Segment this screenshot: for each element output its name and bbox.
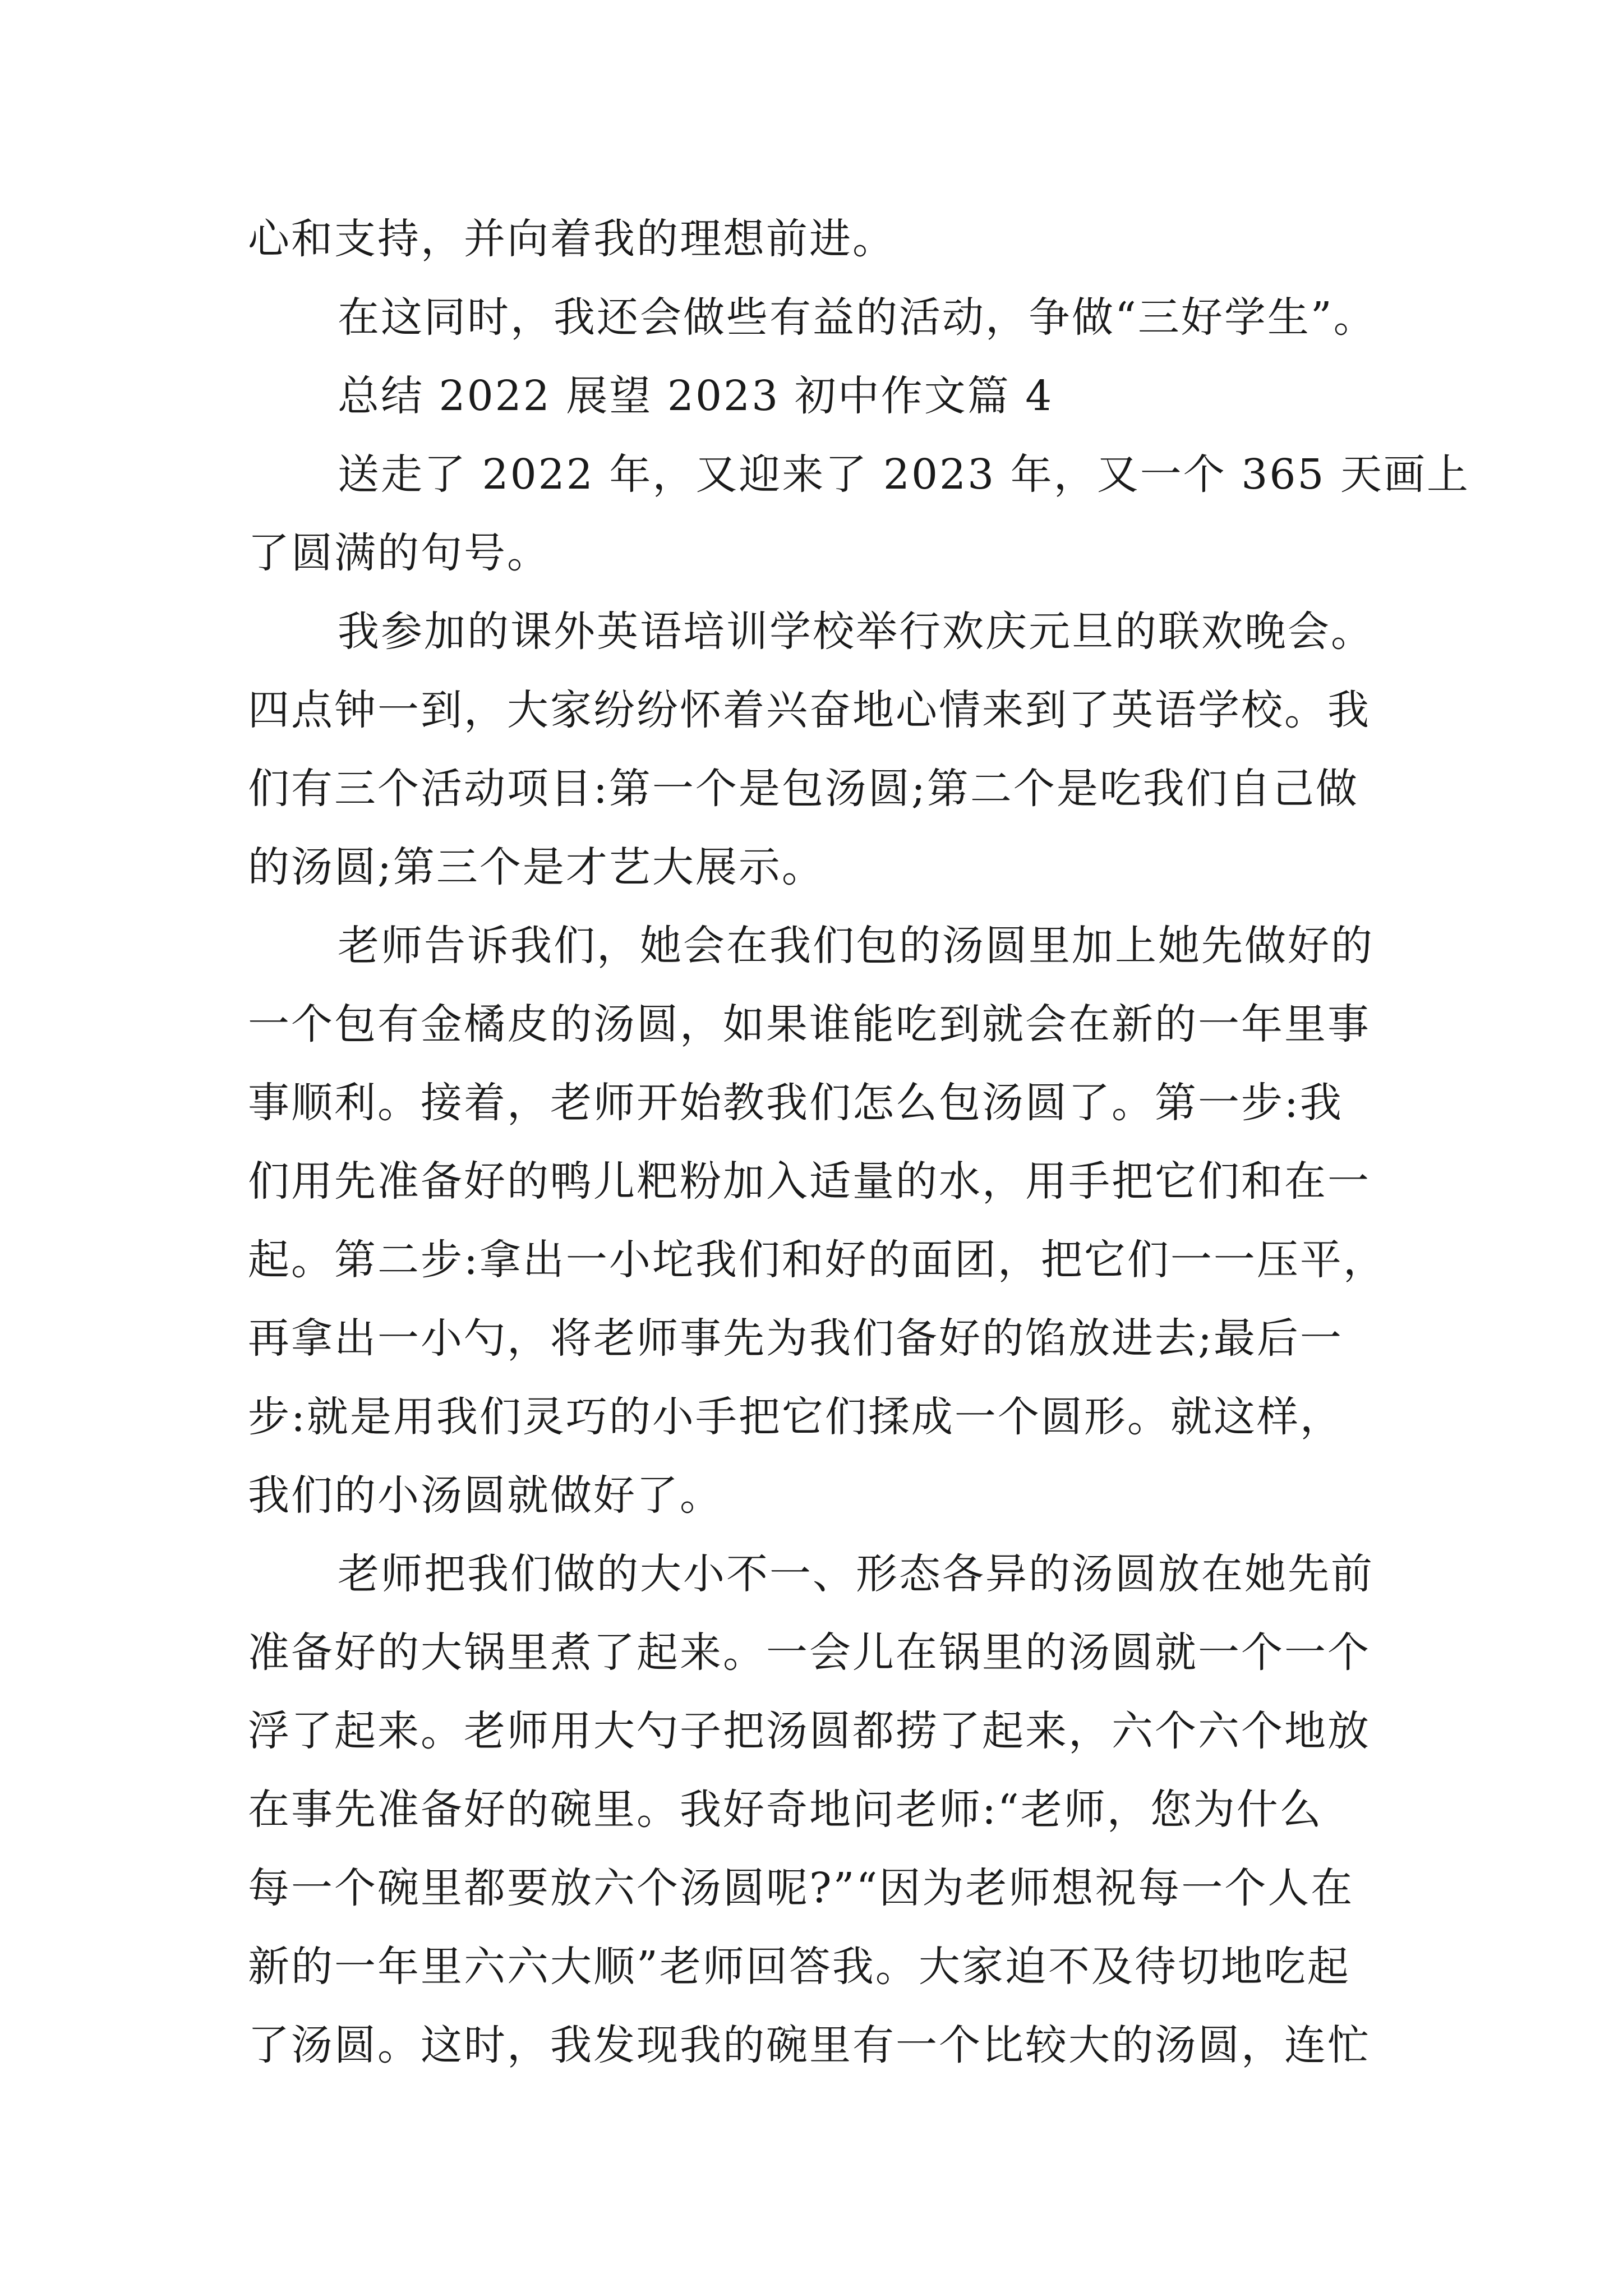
text-line: 送走了 2022 年，又迎来了 2023 年，又一个 365 天画上	[338, 450, 1470, 499]
text-line: 每一个碗里都要放六个汤圆呢?”“因为老师想祝每一个人在	[248, 1864, 1354, 1912]
text-line: 事顺利。接着，老师开始教我们怎么包汤圆了。第一步:我	[248, 1079, 1343, 1127]
section-heading: 总结 2022 展望 2023 初中作文篇 4	[338, 372, 1054, 420]
text-line: 我参加的课外英语培训学校举行欢庆元旦的联欢晚会。	[338, 608, 1374, 656]
text-line: 再拿出一小勺，将老师事先为我们备好的馅放进去;最后一	[248, 1314, 1343, 1363]
text-line: 心和支持，并向着我的理想前进。	[248, 215, 896, 263]
text-line: 四点钟一到，大家纷纷怀着兴奋地心情来到了英语学校。我	[248, 686, 1371, 734]
text-line: 老师把我们做的大小不一、形态各异的汤圆放在她先前	[338, 1550, 1374, 1598]
text-line: 了汤圆。这时，我发现我的碗里有一个比较大的汤圆，连忙	[248, 2021, 1371, 2069]
text-line: 的汤圆;第三个是才艺大展示。	[248, 843, 825, 891]
article-body	[248, 200, 1470, 2085]
text-line: 们用先准备好的鸭儿粑粉加入适量的水，用手把它们和在一	[248, 1157, 1371, 1205]
text-line: 们有三个活动项目:第一个是包汤圆;第二个是吃我们自己做	[248, 765, 1359, 813]
text-line: 一个包有金橘皮的汤圆，如果谁能吃到就会在新的一年里事	[248, 1000, 1371, 1048]
text-line: 我们的小汤圆就做好了。	[248, 1471, 723, 1520]
text-line: 起。第二步:拿出一小坨我们和好的面团，把它们一一压平，	[248, 1236, 1386, 1284]
text-line: 老师告诉我们，她会在我们包的汤圆里加上她先做好的	[338, 922, 1374, 970]
text-line: 了圆满的句号。	[248, 529, 550, 577]
text-line: 新的一年里六六大顺”老师回答我。大家迫不及待切地吃起	[248, 1943, 1350, 1991]
text-line: 准备好的大锅里煮了起来。一会儿在锅里的汤圆就一个一个	[248, 1628, 1371, 1677]
text-line: 在事先准备好的碗里。我好奇地问老师:“老师，您为什么	[248, 1786, 1323, 1834]
text-line: 在这同时，我还会做些有益的活动，争做“三好学生”。	[338, 293, 1377, 342]
text-line: 步:就是用我们灵巧的小手把它们揉成一个圆形。就这样，	[248, 1393, 1343, 1441]
text-line: 浮了起来。老师用大勺子把汤圆都捞了起来，六个六个地放	[248, 1707, 1371, 1755]
